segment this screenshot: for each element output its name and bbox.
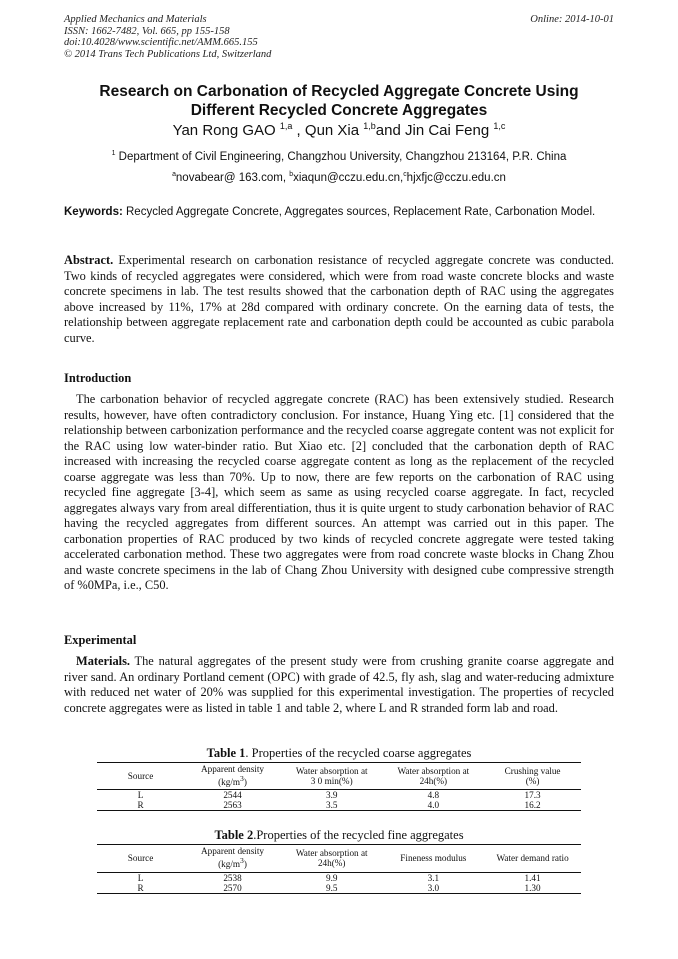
affiliation bbox=[64, 149, 614, 165]
email-c: hjxfjc@cczu.edu.cn bbox=[406, 172, 506, 184]
table2-fine-aggregates bbox=[97, 844, 581, 894]
table-cell: 3.0 bbox=[427, 883, 440, 893]
abstract-text: Experimental research on carbonation resistance of recycled aggregate concrete was conducted. Two kinds of recycled aggregates were considered, which were from road waste concrete blocks and waste concrete specimens in lab. The test results showed that the carbonation depth of RAC using the aggregates above increased by 11%, 17% at 28d compared with ordinary concrete. On the earning data of tests, the relationship between aggregate replacement rate and carbonation depth could be accounted as cubic parabola curve. bbox=[64, 253, 614, 345]
table1-col-water-24h: Water absorption at 24h(%) bbox=[397, 765, 470, 786]
author-list bbox=[64, 121, 614, 141]
table-cell: L bbox=[137, 790, 144, 801]
table-cell: 3.9 bbox=[325, 790, 338, 801]
table-cell: L bbox=[137, 873, 144, 883]
paper-title bbox=[64, 82, 614, 120]
table2-col-water-24h: Water absorption at 24h(%) bbox=[295, 848, 368, 868]
table-row bbox=[97, 883, 581, 894]
table1-coarse-aggregates bbox=[97, 762, 581, 811]
table1-caption-label: Table 1 bbox=[206, 746, 246, 760]
table2-col-fineness: Fineness modulus bbox=[400, 853, 467, 863]
table-cell: 1.41 bbox=[524, 873, 541, 883]
table2-caption bbox=[64, 828, 614, 843]
materials-label: Materials. bbox=[76, 654, 131, 668]
table-cell: 4.0 bbox=[427, 800, 440, 811]
table-cell: 16.2 bbox=[524, 800, 541, 811]
table1-col-crushing: Crushing value (%) bbox=[504, 765, 561, 786]
affiliation-marker: 1 bbox=[111, 150, 116, 158]
table-cell: 2538 bbox=[223, 873, 242, 883]
copyright-line: © 2014 Trans Tech Publications Ltd, Switzerland bbox=[64, 48, 272, 60]
table2-col-source: Source bbox=[127, 853, 154, 863]
table1-caption bbox=[64, 746, 614, 761]
table-cell: 17.3 bbox=[524, 790, 541, 801]
author-2-affil: 1,b bbox=[363, 121, 376, 131]
author-emails bbox=[64, 170, 614, 186]
table-row bbox=[97, 800, 581, 811]
affiliation-text: Department of Civil Engineering, Changzhou University, Changzhou 213164, P.R. China bbox=[118, 151, 567, 163]
author-1-affil: 1,a bbox=[279, 121, 293, 131]
materials-text: The natural aggregates of the present study were from crushing granite coarse aggregate and river sand. An ordinary Portland cement (OPC) with grade of 42.5, fly ash, slag and water-reducing admixture with reduced net water of 20% was supplied for this experimental investigation. The properties of recycled concrete aggregates were as listed in table 1 and table 2, where L and R stranded form lab and road. bbox=[64, 654, 614, 715]
table-cell: R bbox=[137, 883, 144, 893]
introduction-paragraph: The carbonation behavior of recycled aggregate concrete (RAC) has been extensively studied. Research results, however, have often contradictory conclusion. For instance, Huang Ying etc. [1] considered that the relationship between carbonization performance and the recycled coarse aggregate content was not explicit for the RAC using low water-binder ratio. But Xiao etc. [2] concluded that the carbonation depth of RAC increased with increasing the recycled coarse aggregate content as long as the replacement of the recycled coarse aggregate was less than 70%. Up to now, there are few reports on the carbonation of RAC using recycled fine aggregate [3-4], which seem as same as using recycled coarse aggregate. In fact, recycled aggregates always vary from areal differentiation, thus it is quite urgent to study carbonation behavior of RAC having the recycled aggregates from different sources. An attempt was carried out in this paper. The carbonation properties of RAC produced by two kinds of recycled concrete aggregate were tested taking accelerated carbonation method. These two aggregates were from road concrete waste blocks in Chang Zhou and waste concrete specimens in the lab of Chang Zhou University with designed cube compressive strength of %0MPa, i.e., C50. bbox=[64, 392, 614, 592]
table1-col-source: Source bbox=[127, 770, 154, 781]
table-cell: 3.5 bbox=[325, 800, 338, 811]
table-cell: 3.1 bbox=[427, 873, 440, 883]
email-marker-a: a bbox=[172, 171, 176, 179]
journal-header bbox=[64, 14, 614, 60]
author-3-affil: 1,c bbox=[493, 121, 506, 131]
email-a: novabear@ 163.com, bbox=[175, 172, 290, 184]
author-separator-and: and bbox=[375, 122, 405, 139]
experimental-heading: Experimental bbox=[64, 633, 137, 647]
email-marker-b: b bbox=[289, 171, 294, 179]
table-cell: 1.30 bbox=[524, 883, 541, 893]
title-line-2: Different Recycled Concrete Aggregates bbox=[190, 102, 488, 119]
author-2: Qun Xia bbox=[304, 122, 360, 139]
issn-line: ISSN: 1662-7482, Vol. 665, pp 155-158 bbox=[64, 25, 230, 37]
keywords-text: Recycled Aggregate Concrete, Aggregates sources, Replacement Rate, Carbonation Model. bbox=[122, 206, 596, 218]
author-separator: , bbox=[292, 122, 305, 139]
keywords-label: Keywords: bbox=[64, 206, 123, 218]
table-cell: 2570 bbox=[223, 883, 242, 893]
table2-col-density: Apparent density $(kg/m^3)$ bbox=[200, 846, 265, 870]
table1-col-density: Apparent density $(kg/m^3)$ bbox=[200, 764, 265, 788]
table-cell: 4.8 bbox=[427, 790, 440, 801]
abstract bbox=[64, 253, 614, 346]
table-cell: R bbox=[137, 800, 144, 811]
title-line-1: Research on Carbonation of Recycled Aggregate Concrete Using bbox=[99, 83, 579, 100]
table-cell: 2563 bbox=[223, 800, 242, 811]
introduction-heading: Introduction bbox=[64, 371, 132, 385]
table-cell: 9.5 bbox=[325, 883, 338, 893]
table-row bbox=[97, 873, 581, 884]
table2-caption-text: .Properties of the recycled fine aggregates bbox=[253, 828, 464, 842]
table2-col-water-demand: Water demand ratio bbox=[496, 853, 569, 863]
table2-header-row bbox=[97, 845, 581, 873]
email-marker-c: c bbox=[403, 171, 407, 179]
table1-caption-text: . Properties of the recycled coarse aggregates bbox=[245, 746, 472, 760]
email-b: xiaqun@cczu.edu.cn, bbox=[293, 172, 404, 184]
online-date: Online: 2014-10-01 bbox=[530, 14, 614, 25]
author-3: Jin Cai Feng bbox=[405, 122, 490, 139]
keywords bbox=[64, 205, 614, 221]
table2-caption-label: Table 2 bbox=[214, 828, 254, 842]
author-1: Yan Rong GAO bbox=[172, 122, 276, 139]
table1-header-row bbox=[97, 763, 581, 790]
table-cell: 2544 bbox=[223, 790, 242, 801]
journal-name: Applied Mechanics and Materials bbox=[64, 14, 207, 25]
table-row bbox=[97, 790, 581, 801]
materials-paragraph bbox=[64, 654, 614, 716]
table1-col-water-30min: Water absorption at 3 0 min(%) bbox=[295, 765, 368, 786]
doi-line: doi:10.4028/www.scientific.net/AMM.665.155 bbox=[64, 37, 258, 48]
table-cell: 9.9 bbox=[325, 873, 338, 883]
abstract-label: Abstract. bbox=[64, 253, 114, 267]
